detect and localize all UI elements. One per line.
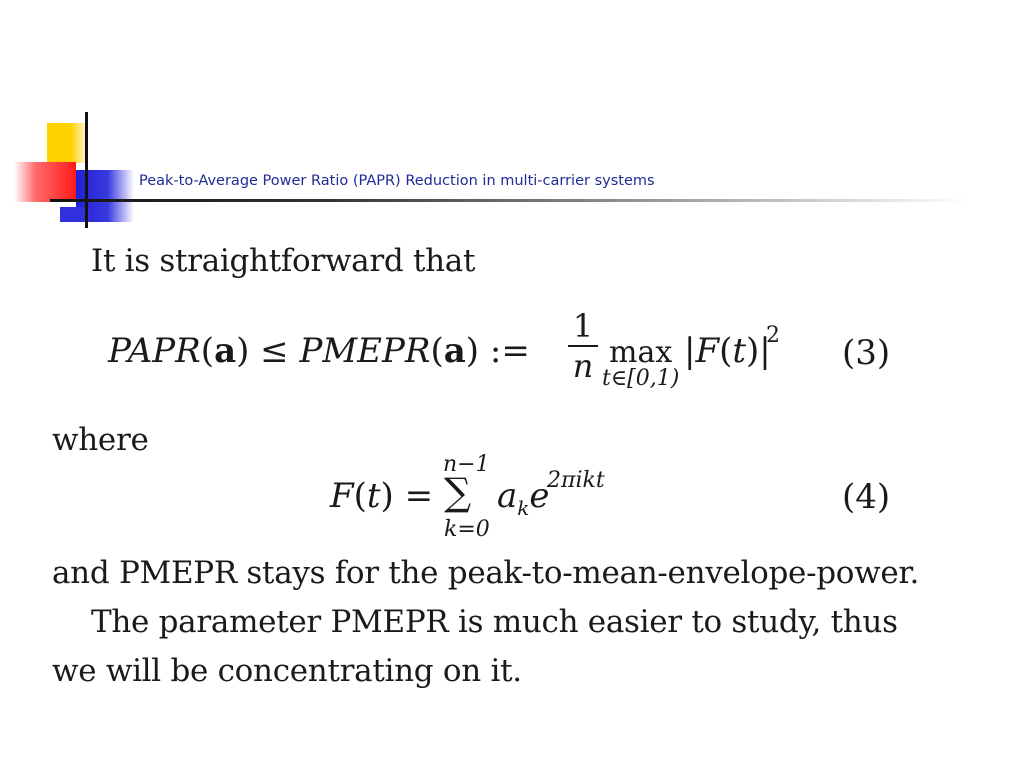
eq3-fraction bbox=[568, 309, 598, 383]
eq3-number: (3) bbox=[842, 333, 891, 373]
logo-yellow-square bbox=[47, 123, 87, 163]
eq4-number: (4) bbox=[842, 477, 891, 517]
eq3-max: max bbox=[609, 335, 673, 370]
eq3-arg-a: a bbox=[214, 331, 237, 371]
eq3-t: t bbox=[732, 331, 746, 371]
eq4-exponent: 2πikt bbox=[547, 468, 605, 493]
eq4-term bbox=[497, 476, 550, 520]
eq3-abs-open: | bbox=[684, 331, 696, 371]
eq3-F: F bbox=[695, 331, 720, 371]
pmepr-definition-text: and PMEPR stays for the peak-to-mean-envelope-power. bbox=[52, 555, 920, 591]
header-rule bbox=[50, 199, 970, 202]
eq3-leq: ≤ bbox=[260, 331, 289, 371]
slide-logo bbox=[0, 0, 140, 240]
eq4-k-sub: k bbox=[517, 495, 530, 520]
equation-4: F(t) = bbox=[330, 476, 434, 516]
eq3-pmepr: PMEPR bbox=[299, 331, 431, 371]
eq4-a: a bbox=[497, 476, 518, 516]
eq3-abs-close: | bbox=[759, 331, 771, 371]
where-text: where bbox=[52, 422, 149, 458]
eq4-F: F bbox=[330, 476, 354, 516]
eq4-sum-lower: k=0 bbox=[444, 517, 490, 542]
paragraph2-line1: The parameter PMEPR is much easier to study, thus bbox=[91, 604, 898, 640]
logo-vertical-line bbox=[85, 112, 88, 228]
intro-text: It is straightforward that bbox=[91, 243, 476, 279]
eq4-sum-symbol: ∑ bbox=[444, 470, 472, 514]
eq4-eq: = bbox=[404, 476, 434, 516]
equation-3: PAPR(a) ≤ PMEPR(a) := bbox=[108, 331, 530, 371]
eq4-sum-upper: n−1 bbox=[443, 452, 490, 477]
eq4-e: e bbox=[529, 476, 550, 516]
eq4-t: t bbox=[366, 476, 381, 516]
paragraph2-line2: we will be concentrating on it. bbox=[52, 653, 522, 689]
eq3-frac-den: n bbox=[572, 347, 594, 385]
eq3-power: 2 bbox=[766, 323, 780, 348]
eq3-abs-expr: |F(t)| bbox=[684, 331, 771, 371]
eq3-papr: PAPR bbox=[108, 331, 201, 371]
eq3-arg-a2: a bbox=[443, 331, 466, 371]
slide-header-title: Peak-to-Average Power Ratio (PAPR) Reduction in multi-carrier systems bbox=[139, 173, 655, 189]
logo-red-square bbox=[14, 162, 76, 202]
eq3-defeq: := bbox=[489, 331, 530, 371]
eq3-frac-num: 1 bbox=[572, 307, 594, 345]
eq3-max-sub: t∈[0,1) bbox=[602, 366, 680, 391]
